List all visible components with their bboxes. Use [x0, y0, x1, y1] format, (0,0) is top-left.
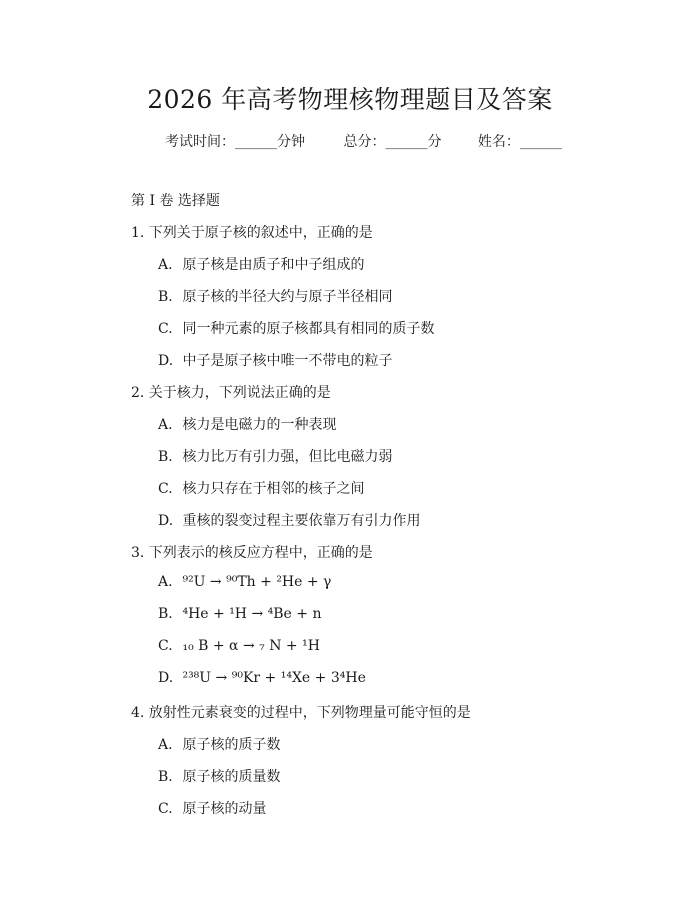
option-letter: C.	[158, 638, 173, 654]
question-3-option-c	[158, 638, 320, 654]
option-letter: C.	[158, 481, 173, 497]
option-letter: A.	[158, 257, 173, 273]
question-3-option-b	[158, 606, 321, 622]
option-text: ₁₀ B + α → ₇ N + ¹H	[182, 638, 320, 654]
option-text: ²³⁸U → ⁹⁰Kr + ¹⁴Xe + 3⁴He	[182, 670, 366, 686]
question-2-stem: 2. 关于核力，下列说法正确的是	[131, 385, 331, 401]
option-text: 核力比万有引力强，但比电磁力弱	[182, 449, 393, 465]
option-text: 原子核的动量	[182, 801, 267, 817]
question-2-option-b	[158, 446, 392, 466]
question-1-option-c	[158, 318, 434, 338]
question-3-option-d	[158, 670, 366, 686]
option-letter: B.	[158, 769, 173, 785]
question-2-option-d	[158, 510, 420, 530]
question-4-option-c	[158, 798, 266, 818]
option-letter: A.	[158, 417, 173, 433]
question-3-stem: 3. 下列表示的核反应方程中，正确的是	[131, 545, 373, 561]
option-letter: C.	[158, 321, 173, 337]
question-4-option-b	[158, 766, 280, 786]
option-letter: B.	[158, 289, 173, 305]
student-name-field: 姓名：______	[477, 134, 562, 150]
option-text: ⁹²U → ⁹⁰Th + ²He + γ	[182, 574, 332, 590]
option-text: 同一种元素的原子核都具有相同的质子数	[182, 321, 435, 337]
exam-time-field: 考试时间：______分钟	[165, 134, 305, 150]
option-text: 原子核的质量数	[182, 769, 281, 785]
option-letter: B.	[158, 449, 173, 465]
option-letter: A.	[158, 737, 173, 753]
option-letter: D.	[158, 353, 174, 369]
option-letter: A.	[158, 574, 173, 590]
option-text: ⁴He + ¹H → ⁴Be + n	[182, 606, 322, 622]
question-2-option-a	[158, 414, 336, 434]
question-1-option-b	[158, 286, 392, 306]
question-3-option-a	[158, 574, 331, 590]
question-4-option-a	[158, 734, 280, 754]
question-1-stem: 1. 下列关于原子核的叙述中，正确的是	[131, 225, 373, 241]
page-title: 2026 年高考物理核物理题目及答案	[147, 85, 553, 114]
question-1-option-d	[158, 350, 392, 370]
option-text: 原子核是由质子和中子组成的	[182, 257, 365, 273]
option-letter: C.	[158, 801, 173, 817]
question-4-stem: 4. 放射性元素衰变的过程中，下列物理量可能守恒的是	[131, 705, 471, 721]
option-text: 核力是电磁力的一种表现	[182, 417, 337, 433]
question-2-option-c	[158, 478, 364, 498]
option-text: 核力只存在于相邻的核子之间	[182, 481, 365, 497]
section-title: 第 I 卷 选择题	[131, 193, 220, 209]
question-1-option-a	[158, 254, 364, 274]
option-text: 原子核的半径大约与原子半径相同	[182, 289, 393, 305]
option-letter: B.	[158, 606, 173, 622]
exam-meta-line	[165, 131, 562, 151]
total-score-field: 总分：______分	[343, 134, 442, 150]
option-text: 重核的裂变过程主要依靠万有引力作用	[182, 513, 421, 529]
option-text: 中子是原子核中唯一不带电的粒子	[182, 353, 393, 369]
option-letter: D.	[158, 670, 174, 686]
option-text: 原子核的质子数	[182, 737, 281, 753]
option-letter: D.	[158, 513, 174, 529]
